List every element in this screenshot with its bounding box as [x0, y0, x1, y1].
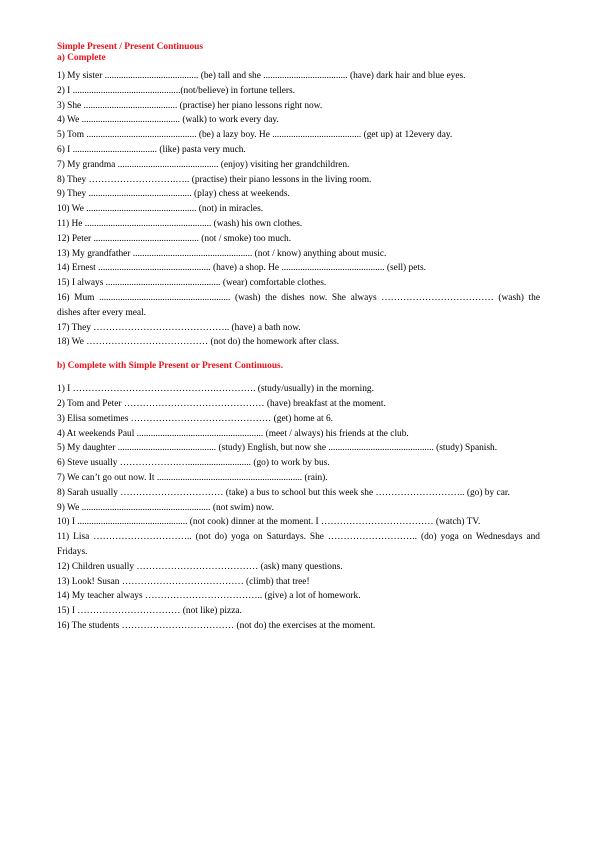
- exercise-item-b-11: 11) Lisa ………………………….. (not do) yoga on Saturdays. She ……………………….. (do) yoga on Wednesdays and Fridays.: [57, 532, 540, 557]
- exercise-item-a-12: 12) Peter ............................................. (not / smoke) too much.: [57, 233, 292, 244]
- exercise-item-b-4: 4) At weekends Paul ...................................................... (meet / always) his friends at the club.: [57, 428, 409, 439]
- exercise-item-a-11: 11) He ...................................................... (wash) his own clothes.: [57, 218, 303, 229]
- exercise-item-b-15: 15) I …………………………… (not like) pizza.: [57, 606, 242, 617]
- exercise-item-b-6: 6) Steve usually ……………….…........................... (go) to work by bus.: [57, 458, 330, 469]
- exercise-item-a-3: 3) She ........................................ (practise) her piano lessons right now.: [57, 100, 323, 111]
- exercise-item-b-12: 12) Children usually ………………………………… (ask) many questions.: [57, 561, 343, 572]
- worksheet-heading: Simple Present / Present Continuous: [57, 42, 204, 52]
- exercise-item-b-1: 1) I ……………………………………….…………. (study/usually) in the morning.: [57, 384, 374, 395]
- exercise-item-a-18: 18) We ………………………………… (not do) the homework after class.: [57, 337, 340, 348]
- section-a-title: a) Complete: [57, 53, 106, 63]
- exercise-item-b-16: 16) The students ……………………………… (not do) the exercises at the moment.: [57, 620, 376, 631]
- exercise-item-a-10: 10) We ............................................... (not) in miracles.: [57, 204, 264, 215]
- exercise-item-b-13: 13) Look! Susan ………………………………… (climb) that tree!: [57, 576, 310, 587]
- exercise-item-a-13: 13) My grandfather ................................................... (not / know) anything about music.: [57, 248, 387, 259]
- exercise-item-b-14: 14) My teacher always ……………………………….. (give) a lot of homework.: [57, 591, 361, 602]
- exercise-item-a-7: 7) My grandma ........................................... (enjoy) visiting her grandchildren.: [57, 159, 350, 170]
- section-b-title: b) Complete with Simple Present or Present Continuous.: [57, 361, 284, 372]
- exercise-item-a-17: 17) They …………………………………….. (have) a bath now.: [57, 322, 301, 333]
- exercise-item-a-9: 9) They ............................................ (play) chess at weekends.: [57, 189, 290, 200]
- exercise-item-b-8: 8) Sarah usually …………………………… (take) a bus to school but this week she ……………………….. (go) by car.: [57, 487, 510, 498]
- exercise-item-a-1: 1) My sister ........................................ (be) tall and she .................................... (have) dark hair and blue eyes.: [57, 71, 466, 81]
- section-a-exercise-list: [57, 69, 540, 350]
- worksheet-page: [57, 42, 540, 634]
- exercise-item-a-4: 4) We .......................................... (walk) to work every day.: [57, 115, 279, 126]
- exercise-item-a-8: 8) They ……………………….….. (practise) their piano lessons in the living room.: [57, 174, 372, 185]
- exercise-item-b-7: 7) We can’t go out now. It .............................................................. (rain).: [57, 472, 328, 483]
- exercise-item-a-14: 14) Ernest ................................................ (have) a shop. He ............................................ (sell) pets.: [57, 263, 426, 274]
- exercise-item-a-15: 15) I always ................................................. (wear) comfortable clothes.: [57, 278, 327, 289]
- exercise-item-b-5: 5) My daughter .......................................... (study) English, but now she ............................................. (study) Spanish.: [57, 443, 498, 454]
- section-b-exercise-list: [57, 382, 540, 634]
- exercise-item-b-3: 3) Elisa sometimes ……………………………………… (get) home at 6.: [57, 413, 334, 424]
- exercise-item-b-2: 2) Tom and Peter ……………………………………… (have) breakfast at the moment.: [57, 398, 386, 409]
- exercise-item-a-16: 16) Mum ........................................................ (wash) the dishes now. She always ……………………………… (wash) the dishes after every meal.: [57, 292, 540, 318]
- exercise-item-a-6: 6) I .................................... (like) pasta very much.: [57, 144, 246, 155]
- exercise-item-b-10: 10) I ............................................... (not cook) dinner at the moment. I ……………………………… (watch) TV.: [57, 517, 481, 528]
- exercise-item-a-5: 5) Tom ............................................... (be) a lazy boy. He ...................................... (get up) at 12every day.: [57, 130, 453, 141]
- exercise-item-b-9: 9) We ....................................................... (not swim) now.: [57, 502, 274, 513]
- exercise-item-a-2: 2) I ..............................................(not/believe) in fortune tellers.: [57, 85, 295, 96]
